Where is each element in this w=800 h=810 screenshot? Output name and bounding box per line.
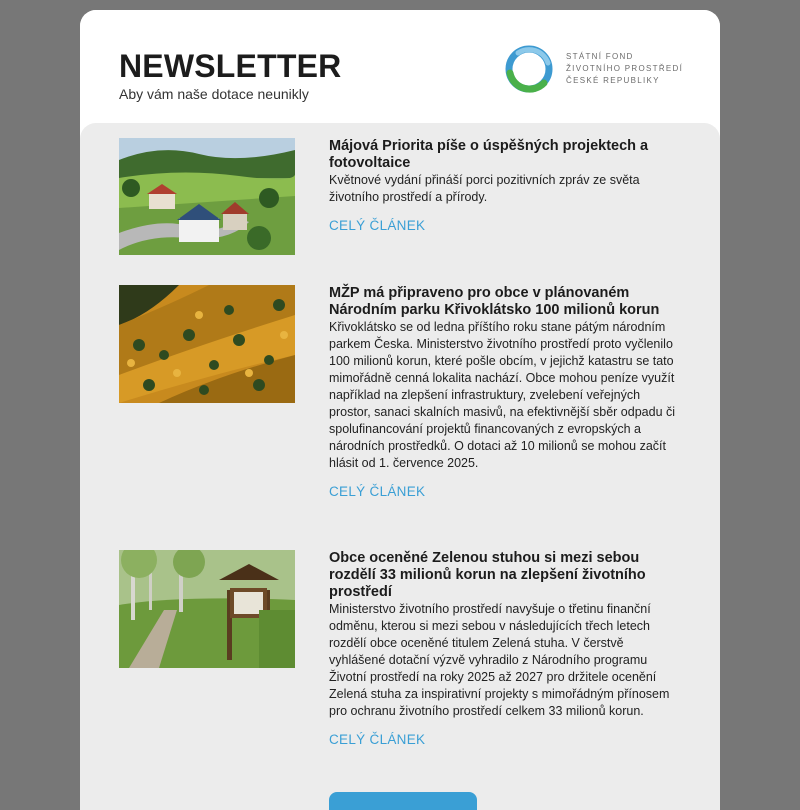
newsletter-header	[80, 10, 720, 130]
article-body	[329, 550, 675, 749]
article-image[interactable]	[119, 285, 295, 403]
article-title[interactable]: Obce oceněné Zelenou stuhou si mezi sebou rozdělí 33 milionů korun na zlepšení životního prostředí	[329, 550, 646, 600]
logo-line-1: STÁTNÍ FOND	[566, 52, 634, 61]
article-list	[80, 123, 720, 810]
article-title[interactable]: MŽP má připraveno pro obce v plánovaném Národním parku Křivoklátsko 100 milionů korun	[329, 285, 660, 318]
sfzp-logo-icon	[504, 43, 560, 99]
read-more-link[interactable]: CELÝ ČLÁNEK	[329, 218, 426, 233]
logo-line-3: ČESKÉ REPUBLIKY	[566, 76, 660, 85]
article-body	[329, 138, 675, 235]
article-body	[329, 285, 675, 501]
read-more-link[interactable]: CELÝ ČLÁNEK	[329, 484, 426, 499]
autumn-forest-image	[119, 285, 295, 403]
village-aerial-image	[119, 138, 295, 255]
article-text: Ministerstvo životního prostředí navyšuje o třetinu finanční odměnu, kterou si mezi sebou v následujících třech letech rozdělí obce oceněné titulem Zelená stuha. V čerstvě vyhlášené dotační výzvě vyhradilo z Národního programu Životní prostředí na roky 2025 až 2027 pro držitele ocenění Zelená stuha za inspirativní projekty s mimořádným přínosem pro ochranu životního prostředí celkem 33 milionů korun.	[329, 602, 670, 718]
article-image[interactable]	[119, 550, 295, 668]
bottom-cta-button[interactable]	[329, 792, 477, 810]
newsletter-title: NEWSLETTER	[119, 48, 342, 84]
read-more-link[interactable]: CELÝ ČLÁNEK	[329, 732, 426, 747]
article-title[interactable]: Májová Priorita píše o úspěšných projektech a fotovoltaice	[329, 138, 649, 171]
newsletter-subtitle: Aby vám naše dotace neunikly	[119, 86, 309, 102]
article-text: Květnové vydání přináší porci pozitivních zpráv ze světa životního prostředí a přírody.	[329, 173, 640, 204]
article-image[interactable]	[119, 138, 295, 255]
nature-trail-image	[119, 550, 295, 668]
logo-line-2: ŽIVOTNÍHO PROSTŘEDÍ	[566, 64, 684, 73]
article-text: Křivoklátsko se od ledna příštího roku stane pátým národním parkem Česka. Ministerstvo životního prostředí proto vyčlenilo 100 milionů korun, které pošle obcím, v jejichž katastru se tato mimořádně cenná lokalita nachází. Obce mohou peníze využít například na zlepšení infrastruktury, zvelebení veřejných prostor, sanaci skalních masivů, na efektivnější sběr odpadu či spolufinancování projektů financovaných z evropských a národních prostředků. O dotaci až 10 milionů se mohou začít hlásit od 1. července 2025.	[329, 320, 676, 470]
newsletter-card	[80, 10, 720, 810]
sfzp-logo[interactable]	[504, 43, 704, 99]
logo-text	[566, 51, 683, 87]
